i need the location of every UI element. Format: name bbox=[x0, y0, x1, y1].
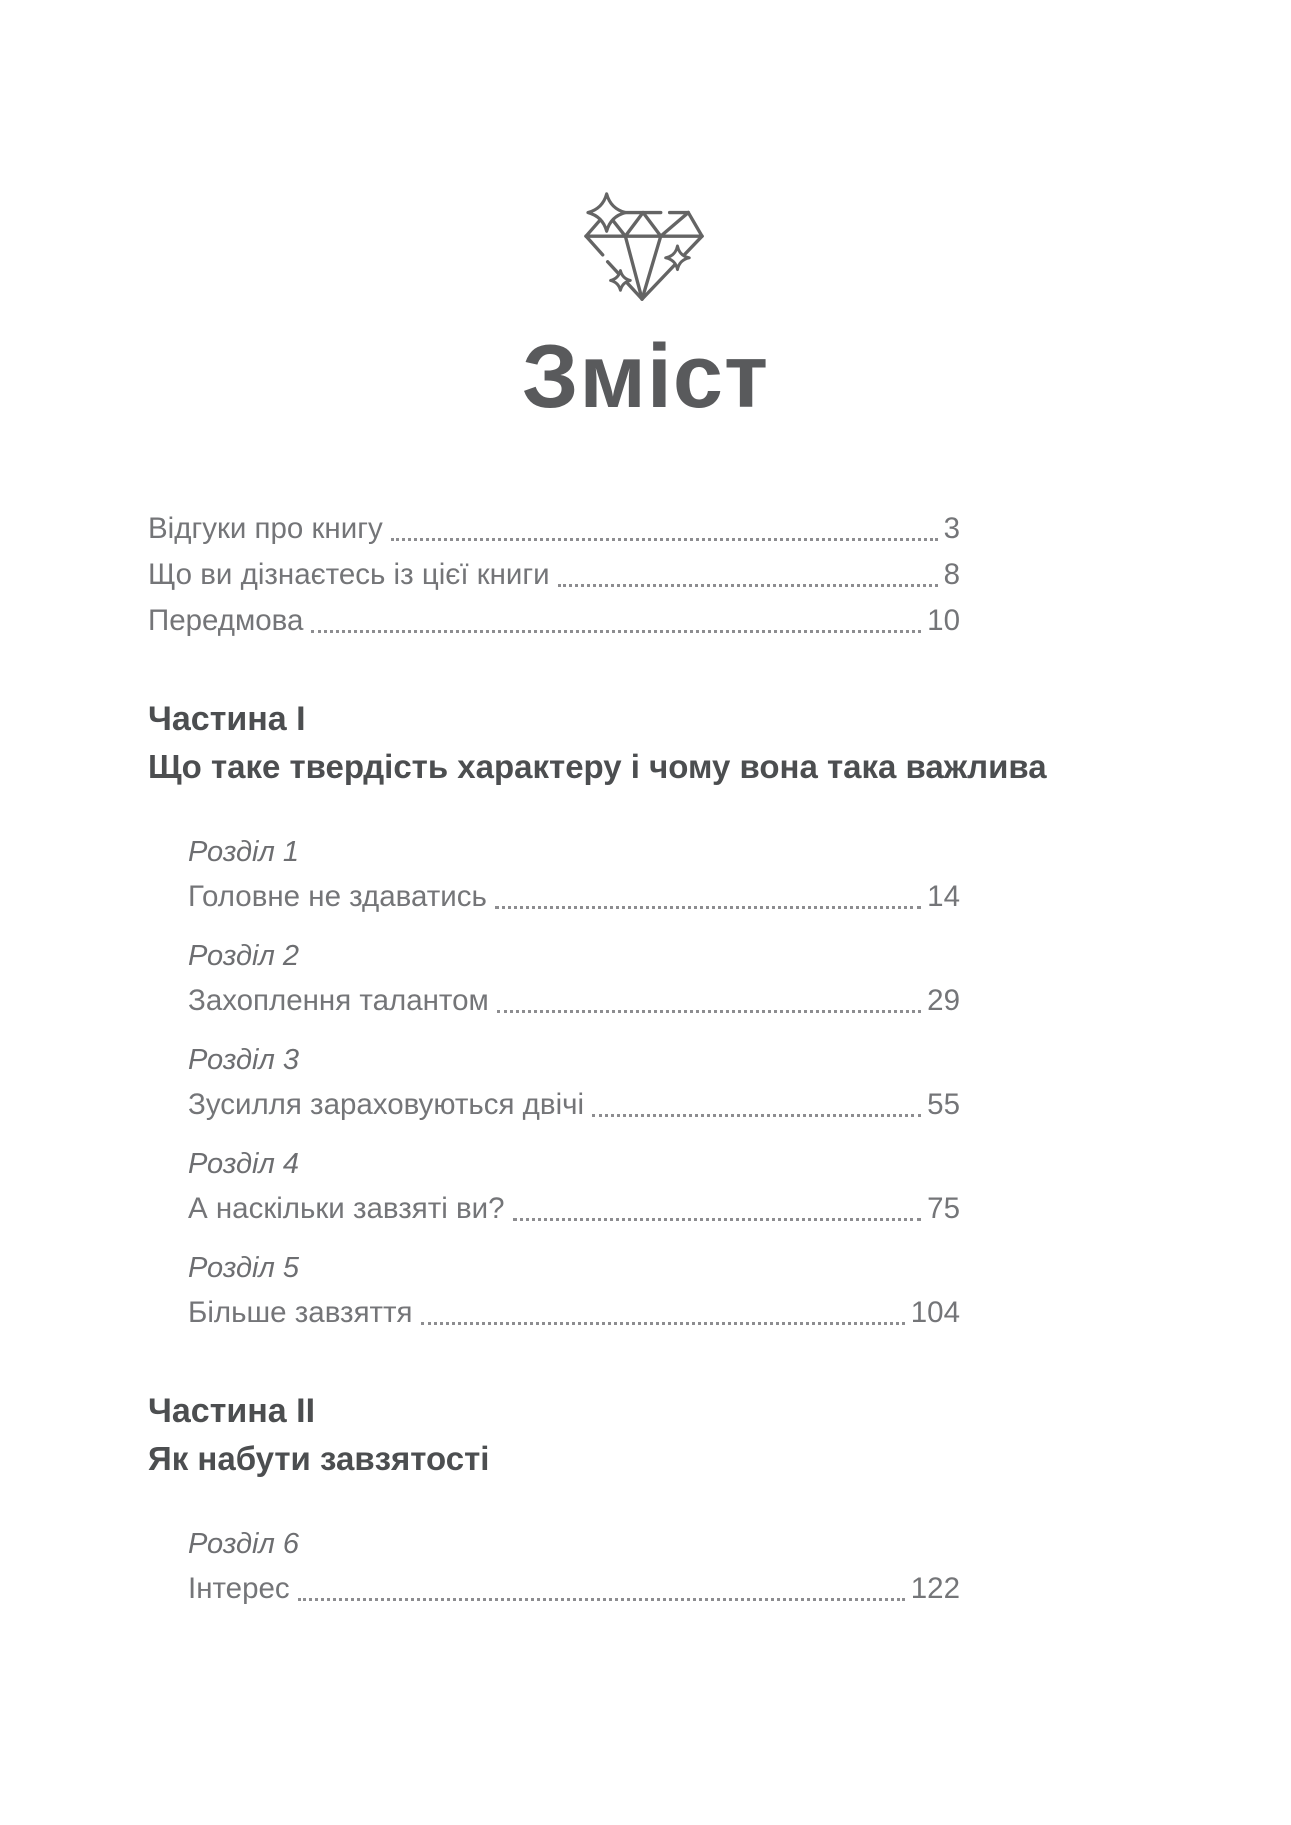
part-subtitle: Як набути завзятості bbox=[148, 1440, 490, 1477]
toc-entry-chapter-5[interactable] bbox=[188, 1290, 960, 1336]
toc-entry-chapter-1[interactable] bbox=[188, 874, 960, 920]
toc-entry-page: 75 bbox=[927, 1192, 960, 1225]
chapter-label: Розділ 4 bbox=[188, 1148, 299, 1180]
toc-entry-page: 10 bbox=[927, 604, 960, 637]
toc-entry-front-2[interactable] bbox=[148, 598, 960, 644]
chapter-label: Розділ 5 bbox=[188, 1252, 299, 1284]
dotted-leader bbox=[391, 538, 938, 541]
toc-entry-front-0[interactable] bbox=[148, 506, 960, 552]
toc-entry-front-1[interactable] bbox=[148, 552, 960, 598]
part-2-chapters bbox=[188, 1522, 960, 1612]
part-heading-2 bbox=[148, 1386, 960, 1482]
dotted-leader bbox=[592, 1114, 921, 1117]
chapter-block-1 bbox=[188, 830, 960, 920]
toc-entry-page: 122 bbox=[910, 1572, 960, 1605]
toc-entry-page: 104 bbox=[910, 1296, 960, 1329]
toc-entry-label: Більше завзяття bbox=[188, 1296, 413, 1329]
toc-entry-page: 29 bbox=[927, 984, 960, 1017]
toc-entry-chapter-6[interactable] bbox=[188, 1566, 960, 1612]
toc-entry-label: Інтерес bbox=[188, 1572, 290, 1605]
toc-entry-label: Відгуки про книгу bbox=[148, 512, 383, 545]
toc-entry-chapter-2[interactable] bbox=[188, 978, 960, 1024]
dotted-leader bbox=[558, 584, 938, 587]
toc-entry-label: Зусилля зараховуються двічі bbox=[188, 1088, 585, 1121]
toc-entry-page: 3 bbox=[943, 512, 960, 545]
toc-entry-label: Головне не здаватись bbox=[188, 880, 487, 913]
chapter-block-3 bbox=[188, 1038, 960, 1128]
dotted-leader bbox=[495, 906, 921, 909]
chapter-block-2 bbox=[188, 934, 960, 1024]
chapter-block-6 bbox=[188, 1522, 960, 1612]
table-of-contents bbox=[148, 506, 1047, 1612]
chapter-block-4 bbox=[188, 1142, 960, 1232]
chapter-label: Розділ 2 bbox=[188, 940, 299, 972]
dotted-leader bbox=[311, 630, 921, 633]
dotted-leader bbox=[513, 1218, 922, 1221]
dotted-leader bbox=[497, 1010, 921, 1013]
toc-entry-label: Захоплення талантом bbox=[188, 984, 489, 1017]
toc-entry-chapter-3[interactable] bbox=[188, 1082, 960, 1128]
toc-entry-page: 8 bbox=[943, 558, 960, 591]
diamond-sparkle-icon bbox=[0, 186, 1291, 306]
part-1-chapters bbox=[188, 830, 960, 1336]
chapter-label: Розділ 1 bbox=[188, 836, 299, 868]
chapter-label: Розділ 6 bbox=[188, 1528, 299, 1560]
part-heading-1 bbox=[148, 694, 1047, 790]
toc-entry-chapter-4[interactable] bbox=[188, 1186, 960, 1232]
part-name: Частина II bbox=[148, 1392, 316, 1430]
page-title: Зміст bbox=[521, 327, 770, 427]
part-name: Частина I bbox=[148, 700, 306, 738]
toc-entry-label: А наскільки завзяті ви? bbox=[188, 1192, 505, 1225]
toc-entry-page: 14 bbox=[927, 880, 960, 913]
chapter-label: Розділ 3 bbox=[188, 1044, 299, 1076]
toc-entry-label: Передмова bbox=[148, 604, 304, 637]
dotted-leader bbox=[298, 1598, 905, 1601]
diamond-sparkle-svg bbox=[579, 186, 713, 306]
dotted-leader bbox=[421, 1322, 905, 1325]
chapter-block-5 bbox=[188, 1246, 960, 1336]
toc-entry-page: 55 bbox=[927, 1088, 960, 1121]
part-subtitle: Що таке твердість характеру і чому вона така важлива bbox=[148, 748, 1047, 785]
toc-entry-label: Що ви дізнаєтесь із цієї книги bbox=[148, 558, 550, 591]
